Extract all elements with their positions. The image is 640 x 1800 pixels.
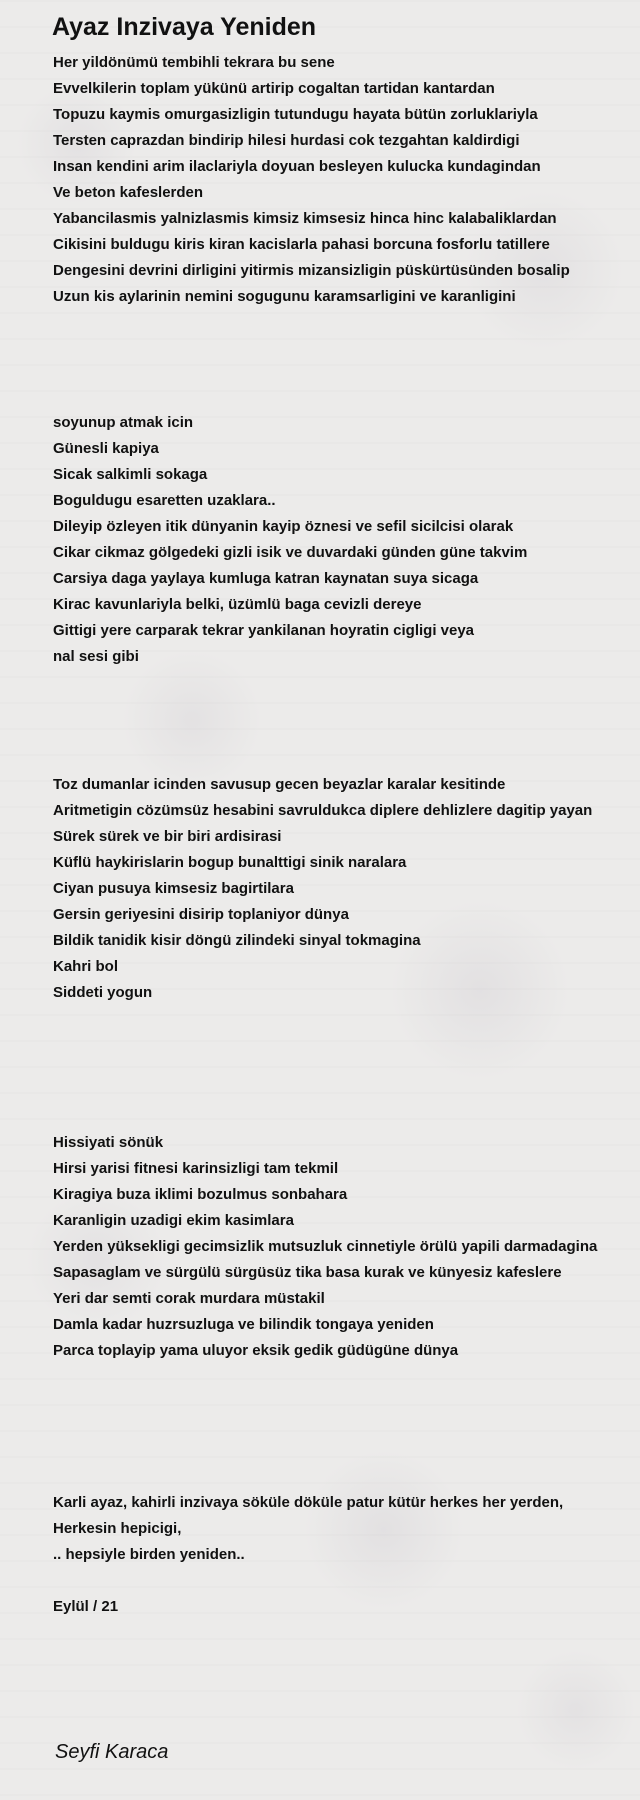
poem-line: Hirsi yarisi fitnesi karinsizligi tam tekmil — [53, 1160, 339, 1177]
poem-line: soyunup atmak icin — [53, 414, 194, 431]
poem-line: nal sesi gibi — [53, 648, 139, 665]
stanza-4 — [53, 1130, 623, 1364]
poem-line: Toz dumanlar icinden savusup gecen beyazlar karalar kesitinde — [53, 776, 506, 793]
poem-line: Boguldugu esaretten uzaklara.. — [53, 492, 276, 509]
poem-line: Dengesini devrini dirligini yitirmis mizansizligin püskürtüsünden bosalip — [53, 262, 570, 279]
stanza-3 — [53, 772, 623, 1006]
poem-line: Dileyip özleyen itik dünyanin kayip öznesi ve sefil sicilcisi olarak — [53, 518, 514, 535]
poem-line: Kirac kavunlariyla belki, üzümlü baga cevizli dereye — [53, 596, 422, 613]
poem-line: Gersin geriyesini disirip toplaniyor dünya — [53, 906, 349, 923]
stanza-2 — [53, 410, 623, 670]
stanza-5 — [53, 1490, 623, 1568]
poem-line: Cikisini buldugu kiris kiran kacislarla pahasi borcuna fosforlu tatillere — [53, 236, 550, 253]
poem-line: Herkesin hepicigi, — [53, 1520, 182, 1537]
poem-line: Ve beton kafeslerden — [53, 184, 204, 201]
poem-line: Karli ayaz, kahirli inzivaya söküle döküle patur kütür herkes her yerden, — [53, 1494, 564, 1511]
poem-date — [53, 1594, 623, 1620]
poem-line: Uzun kis aylarinin nemini sogugunu karamsarligini ve karanligini — [53, 288, 516, 305]
poem-line: Kahri bol — [53, 958, 119, 975]
author-name: Seyfi Karaca — [55, 1741, 169, 1763]
poem-line: Sapasaglam ve sürgülü sürgüsüz tika basa kurak ve künyesiz kafeslere — [53, 1264, 562, 1281]
poem-line: Carsiya daga yaylaya kumluga katran kaynatan suya sicaga — [53, 570, 479, 587]
poem-line: Hissiyati sönük — [53, 1134, 164, 1151]
poem-line: Cikar cikmaz gölgedeki gizli isik ve duvardaki günden güne takvim — [53, 544, 528, 561]
poem-line: Karanligin uzadigi ekim kasimlara — [53, 1212, 294, 1229]
poem-line: Küflü haykirislarin bogup bunalttigi sinik naralara — [53, 854, 407, 871]
poem-line: Evvelkilerin toplam yükünü artirip cogaltan tartidan kantardan — [53, 80, 495, 97]
poem-line: Kiragiya buza iklimi bozulmus sonbahara — [53, 1186, 348, 1203]
poem-line: Yerden yüksekligi gecimsizlik mutsuzluk cinnetiyle örülü yapili darmadagina — [53, 1238, 598, 1255]
poem-line: Damla kadar huzrsuzluga ve bilindik tongaya yeniden — [53, 1316, 434, 1333]
poem-line: Gittigi yere carparak tekrar yankilanan hoyratin cigligi veya — [53, 622, 475, 639]
poem-line: Topuzu kaymis omurgasizligin tutundugu hayata bütün zorluklariyla — [53, 106, 538, 123]
poem-line: Her yildönümü tembihli tekrara bu sene — [53, 54, 335, 71]
poem-line: Insan kendini arim ilaclariyla doyuan besleyen kulucka kundagindan — [53, 158, 541, 175]
stanza-1 — [53, 50, 623, 310]
poem-line: Tersten caprazdan bindirip hilesi hurdasi cok tezgahtan kaldirdigi — [53, 132, 520, 149]
poem-line: Sicak salkimli sokaga — [53, 466, 208, 483]
poem-line: Parca toplayip yama uluyor eksik gedik güdügüne dünya — [53, 1342, 459, 1359]
poem-line: Yabancilasmis yalnizlasmis kimsiz kimsesiz hinca hinc kalabaliklardan — [53, 210, 557, 227]
poem-line: Aritmetigin cözümsüz hesabini savruldukca diplere dehlizlere dagitip yayan — [53, 802, 593, 819]
poem-line: Ciyan pusuya kimsesiz bagirtilara — [53, 880, 294, 897]
poem-line: Yeri dar semti corak murdara müstakil — [53, 1290, 325, 1307]
poem-line: Bildik tanidik kisir döngü zilindeki sinyal tokmagina — [53, 932, 421, 949]
poem-line: Sürek sürek ve bir biri ardisirasi — [53, 828, 282, 845]
poem-title: Ayaz Inzivaya Yeniden — [52, 13, 317, 41]
poem-line: Siddeti yogun — [53, 984, 153, 1001]
date-line: Eylül / 21 — [53, 1598, 119, 1615]
poem-line: Günesli kapiya — [53, 440, 159, 457]
poem-line: .. hepsiyle birden yeniden.. — [53, 1546, 245, 1563]
